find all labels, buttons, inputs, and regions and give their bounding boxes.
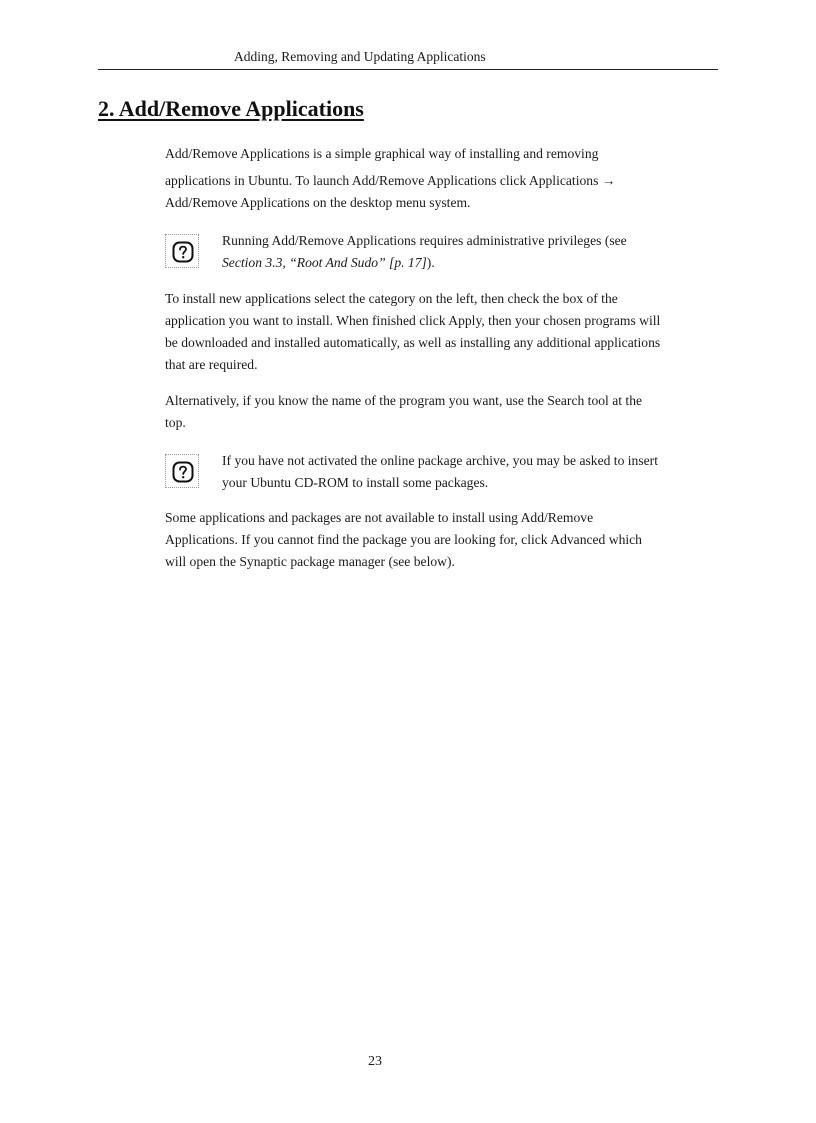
paragraph-line: will open the Synaptic package manager (see below).	[165, 554, 455, 569]
question-icon	[165, 234, 199, 268]
note-line-end: ).	[426, 255, 435, 270]
running-header: Adding, Removing and Updating Applications	[234, 49, 486, 64]
paragraph-advanced	[165, 507, 725, 573]
header-rule	[98, 69, 718, 70]
note-cdrom	[165, 450, 725, 494]
paragraph-search	[165, 390, 725, 434]
note-line	[222, 252, 722, 274]
question-icon	[165, 454, 199, 488]
paragraph-line: Add/Remove Applications is a simple graphical way of installing and removing	[165, 146, 599, 161]
note-line: If you have not activated the online package archive, you may be asked to insert	[222, 453, 658, 468]
note-privileges	[165, 230, 725, 274]
paragraph-line: top.	[165, 415, 186, 430]
section-title: 2. Add/Remove Applications	[98, 96, 364, 121]
paragraph-line: be downloaded and installed automatically, as well as installing any additional applications	[165, 335, 661, 350]
note-line: Running Add/Remove Applications requires administrative privileges (see	[222, 233, 627, 248]
paragraph-install	[165, 288, 725, 376]
paragraph-line: that are required.	[165, 357, 258, 372]
note-text	[222, 450, 722, 494]
paragraph-line: Some applications and packages are not available to install using Add/Remove	[165, 510, 594, 525]
note-text	[222, 230, 722, 274]
paragraph-line: Applications. If you cannot find the package you are looking for, click Advanced which	[165, 532, 642, 547]
page-number: 23	[368, 1054, 382, 1069]
paragraph-intro	[165, 143, 725, 214]
paragraph-line: Add/Remove Applications on the desktop menu system.	[165, 195, 471, 210]
paragraph-line: To install new applications select the category on the left, then check the box of the	[165, 291, 618, 306]
paragraph-line: Alternatively, if you know the name of the program you want, use the Search tool at the	[165, 393, 643, 408]
section-cross-reference-link[interactable]: Section 3.3, “Root And Sudo” [p. 17]	[222, 255, 427, 270]
paragraph-line: application you want to install. When finished click Apply, then your chosen programs will	[165, 313, 661, 328]
paragraph-line: applications in Ubuntu. To launch Add/Remove Applications click Applications →	[165, 173, 616, 188]
note-line: your Ubuntu CD-ROM to install some packages.	[222, 475, 489, 490]
